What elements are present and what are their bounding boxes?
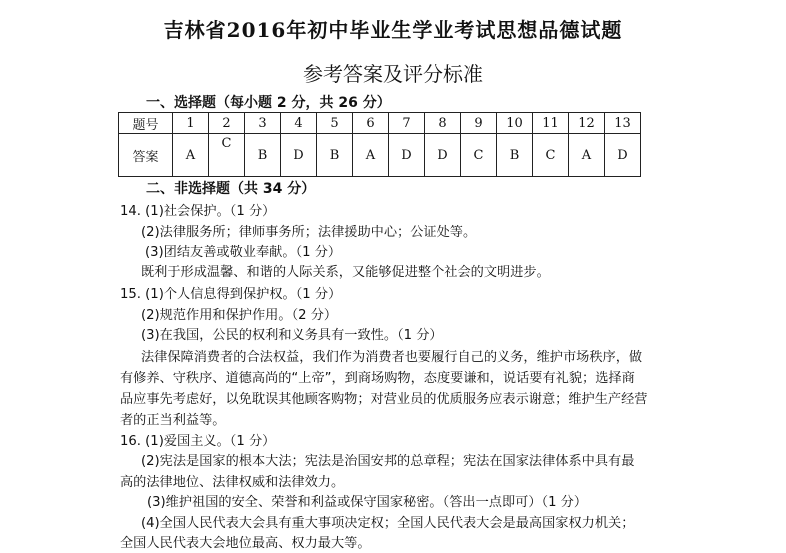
answer-line: (2)宪法是国家的根本大法；宪法是治国安邦的总章程；宪法在国家法律体系中具有最	[141, 454, 635, 469]
answer-cell: B	[497, 134, 533, 177]
question-number: 2	[209, 113, 245, 134]
answer-cell: D	[389, 134, 425, 177]
answer-cell: D	[425, 134, 461, 177]
answer-cell: C	[533, 134, 569, 177]
answer-line: 16. (1)爱国主义。（1 分）	[120, 434, 276, 449]
answer-line: 15. (1)个人信息得到保护权。（1 分）	[120, 287, 342, 302]
answer-cell: D	[605, 134, 641, 177]
answer-line: (3)在我国，公民的权利和义务具有一致性。（1 分）	[141, 328, 443, 343]
question-number: 7	[389, 113, 425, 134]
answer-line: 有修养、守秩序、道德高尚的“上帝”，到商场购物，态度要谦和，说话要有礼貌；选择商	[120, 371, 635, 386]
answer-cell: D	[281, 134, 317, 177]
answer-line: 者的正当利益等。	[120, 413, 226, 428]
question-number: 5	[317, 113, 353, 134]
answer-cell: C	[209, 134, 245, 177]
table-answer-label: 答案	[119, 134, 173, 177]
answer-line: 高的法律地位、法律权威和法律效力。	[120, 475, 345, 490]
question-number: 4	[281, 113, 317, 134]
question-number: 13	[605, 113, 641, 134]
answer-cell: B	[245, 134, 281, 177]
document-subtitle: 参考答案及评分标准	[303, 62, 483, 86]
question-number: 10	[497, 113, 533, 134]
document-title: 吉林省2016年初中毕业生学业考试思想品德试题	[163, 18, 623, 42]
answer-line: 法律保障消费者的合法权益，我们作为消费者也要履行自己的义务，维护市场秩序，做	[141, 350, 643, 365]
question-number: 12	[569, 113, 605, 134]
answer-line: (3)维护祖国的安全、荣誉和利益或保守国家秘密。（答出一点即可）（1 分）	[147, 495, 588, 510]
answer-line: 14. (1)社会保护。（1 分）	[120, 204, 276, 219]
answer-cell: C	[461, 134, 497, 177]
section-heading-non-choice: 二、非选择题（共 34 分）	[146, 181, 316, 197]
answer-cell: A	[569, 134, 605, 177]
question-number: 9	[461, 113, 497, 134]
answer-cell: B	[317, 134, 353, 177]
answer-line: 品应事先考虑好，以免耽误其他顾客购物；对营业员的优质服务应表示谢意；维护生产经营	[120, 392, 648, 407]
section-heading-choice: 一、选择题（每小题 2 分，共 26 分）	[146, 95, 391, 111]
answer-line: 既利于形成温馨、和谐的人际关系，又能够促进整个社会的文明进步。	[141, 265, 550, 280]
answer-line: (4)全国人民代表大会具有重大事项决定权；全国人民代表大会是最高国家权力机关；	[141, 516, 635, 531]
answer-line: (3)团结友善或敬业奉献。（1 分）	[145, 245, 342, 260]
answer-cell: A	[353, 134, 389, 177]
answer-line: (2)规范作用和保护作用。（2 分）	[141, 308, 338, 323]
answer-table-header-row	[119, 113, 641, 134]
question-number: 11	[533, 113, 569, 134]
question-number: 6	[353, 113, 389, 134]
answer-line: (2)法律服务所；律师事务所；法律援助中心；公证处等。	[141, 225, 477, 240]
answer-table-answer-row	[119, 134, 641, 177]
question-number: 3	[245, 113, 281, 134]
answer-cell: A	[173, 134, 209, 177]
question-number: 1	[173, 113, 209, 134]
question-number: 8	[425, 113, 461, 134]
table-header-label: 题号	[119, 113, 173, 134]
answer-table	[118, 112, 641, 177]
answer-line: 全国人民代表大会地位最高、权力最大等。	[120, 536, 371, 551]
